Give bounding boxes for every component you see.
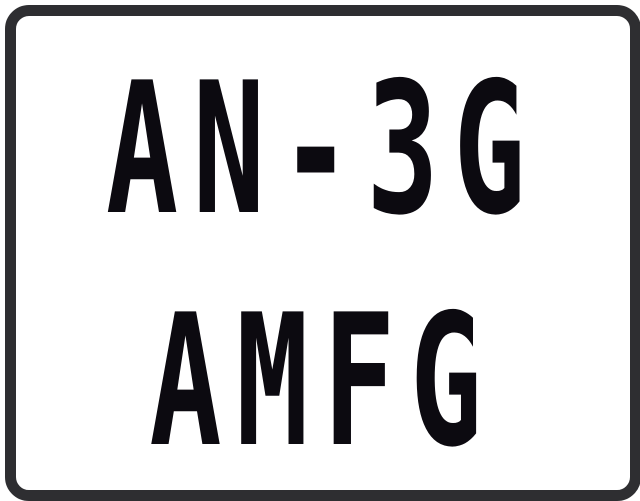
plate-line-1: AN-3G [105, 43, 541, 255]
plate-line-2: AMFG [149, 275, 497, 487]
license-plate [5, 5, 640, 501]
